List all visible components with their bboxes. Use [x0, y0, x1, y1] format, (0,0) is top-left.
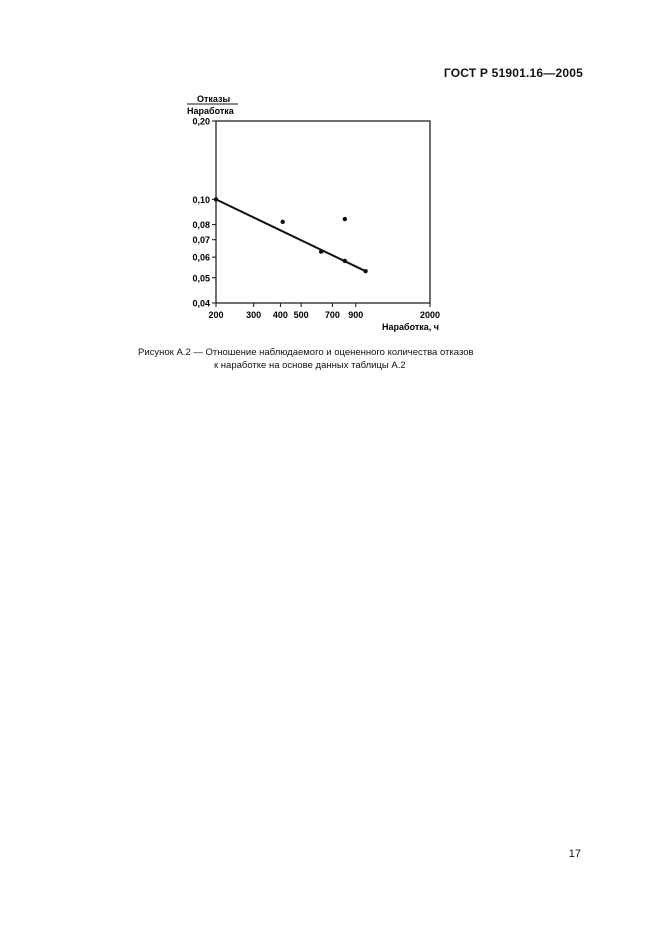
figure-caption-line-1: Рисунок А.2 — Отношение наблюдаемого и оцененного количества отказов: [138, 347, 474, 358]
figure-caption: [138, 346, 538, 372]
y-tick-label: 0,04: [192, 298, 210, 309]
y-tick-label: 0,06: [192, 252, 210, 263]
data-point: [214, 197, 218, 201]
y-tick-label: 0,10: [192, 194, 210, 205]
data-point: [343, 259, 347, 263]
y-tick-label: 0,07: [192, 235, 210, 246]
x-tick-label: 300: [246, 310, 262, 320]
x-tick-label: 2000: [419, 310, 441, 320]
y-tick-label: 0,20: [192, 116, 210, 127]
data-point: [281, 220, 285, 224]
figure-caption-line-2: к наработке на основе данных таблицы А.2: [214, 360, 406, 371]
data-point: [343, 217, 347, 221]
document-header: ГОСТ Р 51901.16—2005: [443, 66, 583, 80]
page-number: 17: [568, 848, 581, 860]
x-tick-label: 700: [324, 310, 340, 320]
data-point: [319, 249, 323, 253]
x-tick-label: 400: [272, 310, 288, 320]
plot-frame: [216, 121, 430, 303]
y-tick-label: 0,08: [192, 220, 210, 231]
failure-ratio-chart: [0, 0, 661, 340]
x-tick-label: 900: [348, 310, 364, 320]
y-tick-label: 0,05: [192, 273, 210, 284]
x-tick-label: 500: [293, 310, 309, 320]
data-point: [363, 269, 367, 273]
y-axis-label-numerator: Отказы: [197, 94, 231, 104]
x-tick-label: 200: [208, 310, 224, 320]
x-axis-label: Наработка, ч: [382, 322, 439, 332]
y-axis-label-denominator: Наработка: [187, 106, 234, 116]
